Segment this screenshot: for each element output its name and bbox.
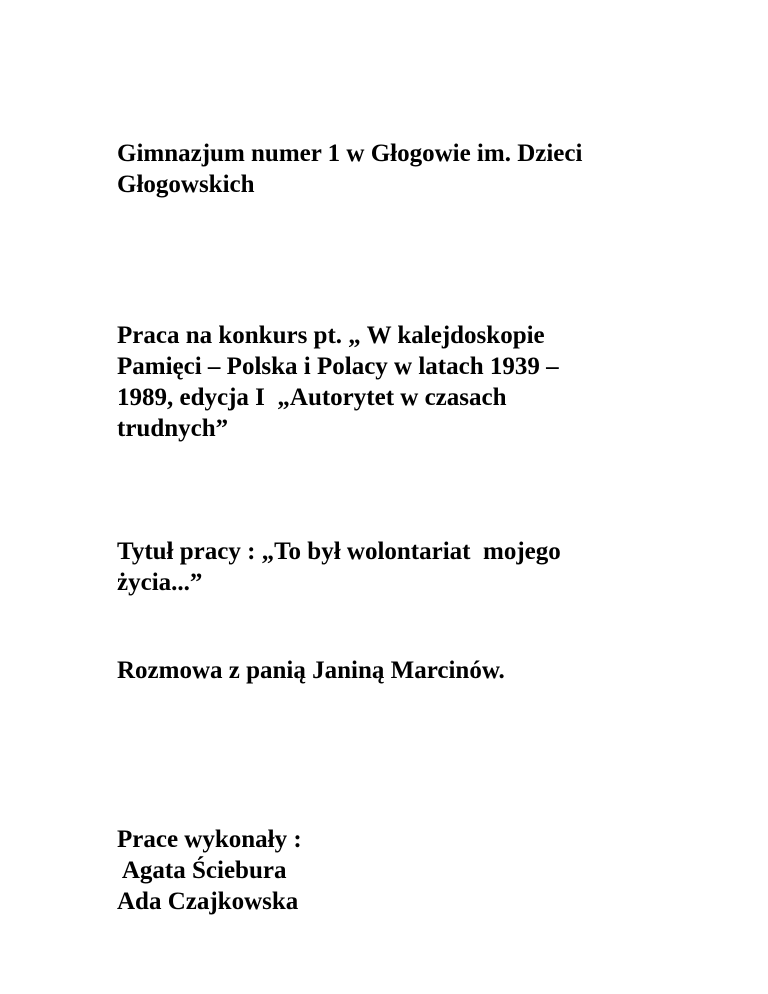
authors-section [117, 824, 677, 917]
author-name: Ada Czajkowska [117, 888, 299, 915]
interview-subject [117, 655, 677, 686]
work-title-line: życia...” [117, 569, 203, 596]
authors-heading: Prace wykonały : [117, 826, 302, 853]
contest-line: trudnych” [117, 415, 229, 442]
school-name [117, 138, 677, 200]
author-name: Agata Ściebura [117, 857, 287, 884]
contest-line: Praca na konkurs pt. „ W kalejdoskopie [117, 322, 545, 349]
contest-line: 1989, edycja I „Autorytet w czasach [117, 384, 507, 411]
work-title [117, 536, 677, 598]
school-name-line: Głogowskich [117, 171, 255, 198]
work-title-line: Tytuł pracy : „To był wolontariat mojego [117, 538, 561, 565]
contest-line: Pamięci – Polska i Polacy w latach 1939 – [117, 353, 559, 380]
contest-description [117, 320, 677, 444]
school-name-line: Gimnazjum numer 1 w Głogowie im. Dzieci [117, 140, 583, 167]
interview-line: Rozmowa z panią Janiną Marcinów. [117, 657, 505, 684]
